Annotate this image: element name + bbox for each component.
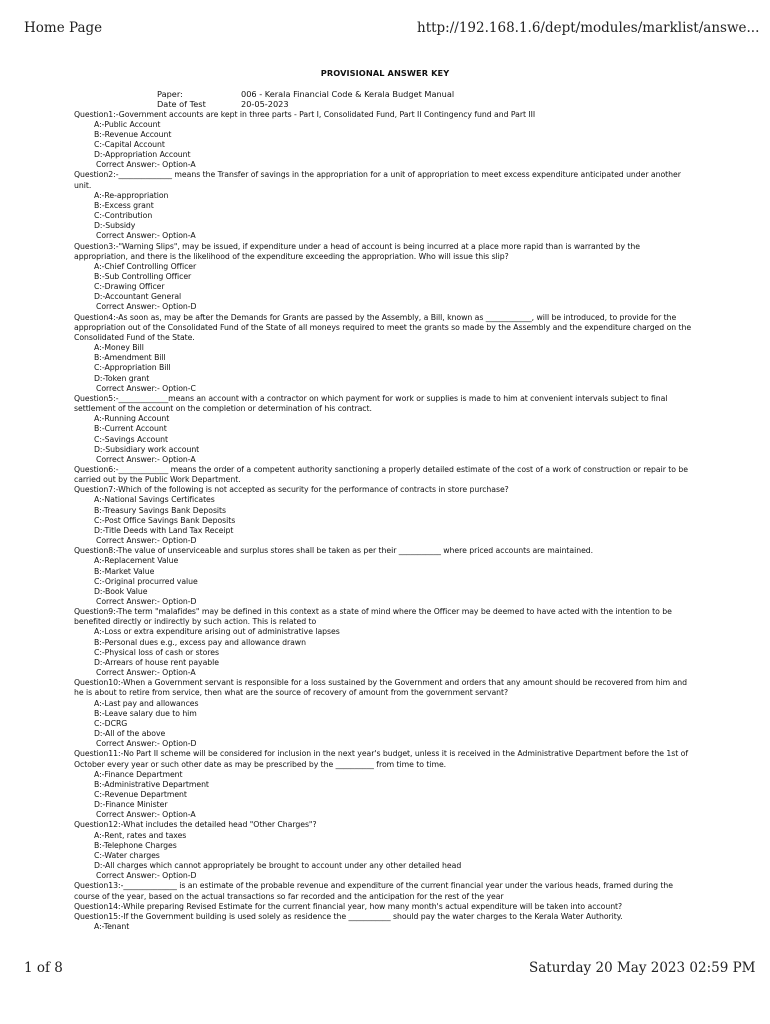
answer-option: D:-Finance Minister — [94, 800, 168, 810]
correct-answer: Correct Answer:- Option-D — [96, 871, 197, 881]
correct-answer: Correct Answer:- Option-D — [96, 536, 197, 546]
question-text: Question3:-"Warning Slips", may be issued, if expenditure under a head of account is being incurred at a place more rapid than is warranted by the appropriation, and there is the likelihood of the expenditure exceeding the appropriation. Who will issue this slip? — [74, 241, 640, 261]
answer-option: A:-Rent, rates and taxes — [94, 830, 187, 840]
answer-option: D:-Title Deeds with Land Tax Receipt — [94, 525, 234, 535]
question-text: Question14:-While preparing Revised Estimate for the current financial year, how many month's actual expenditure will be taken into account? — [74, 901, 623, 911]
question-block — [74, 170, 694, 241]
question-block — [74, 394, 694, 465]
answer-option: A:-Chief Controlling Officer — [94, 261, 197, 271]
question-block — [74, 678, 694, 749]
answer-option: B:-Treasury Savings Bank Deposits — [94, 505, 227, 515]
correct-answer: Correct Answer:- Option-A — [96, 454, 196, 464]
answer-option: B:-Amendment Bill — [94, 353, 166, 363]
question-text: Question2:-______________ means the Transfer of savings in the appropriation for a unit of appropriation to meet excess expenditure anticipated under another unit. — [74, 170, 681, 190]
answer-option: A:-Tenant — [94, 922, 130, 931]
paper-value: 006 - Kerala Financial Code & Kerala Budget Manual — [241, 89, 455, 99]
question-block — [74, 607, 694, 678]
answer-option: C:-Capital Account — [94, 139, 165, 149]
answer-option: D:-Book Value — [94, 586, 148, 596]
question-block — [74, 465, 694, 485]
question-text: Question4:-As soon as, may be after the Demands for Grants are passed by the Assembly, a Bill, known as ____________, will be introduced, to provide for the appropriation out of the Consolidated Fund of the State of all moneys required to meet the grants so made by the Assembly and the expenditure charged on the Consolidated Fund of the State. — [74, 312, 692, 342]
answer-option: A:-National Savings Certificates — [94, 495, 215, 505]
answer-option: A:-Running Account — [94, 414, 170, 424]
question-text: Question13:-______________ is an estimate of the probable revenue and expenditure of the current financial year under the various heads, framed during the course of the year, based on the actual transactions so far recorded and the anticipation for the rest of the year — [74, 881, 673, 901]
answer-option: B:-Revenue Account — [94, 129, 172, 139]
question-block — [74, 881, 694, 901]
answer-option: B:-Personal dues e.g., excess pay and allowance drawn — [94, 637, 306, 647]
answer-option: A:-Finance Department — [94, 769, 183, 779]
answer-option: C:-Physical loss of cash or stores — [94, 647, 219, 657]
question-text: Question9:-The term "malafides" may be defined in this context as a state of mind where the Officer may be deemed to have acted with the intention to be benefited directly or indirectly by such action. This is related to — [74, 607, 672, 627]
correct-answer: Correct Answer:- Option-D — [96, 597, 197, 606]
date-label: Date of Test — [157, 99, 206, 109]
answer-option: C:-DCRG — [94, 718, 128, 728]
answer-option: C:-Drawing Officer — [94, 282, 165, 292]
correct-answer: Correct Answer:- Option-A — [96, 160, 196, 170]
question-block — [74, 485, 694, 546]
answer-option: A:-Last pay and allowances — [94, 698, 199, 708]
answer-option: D:-Accountant General — [94, 292, 182, 302]
question-text: Question12:-What includes the detailed head "Other Charges"? — [74, 820, 317, 830]
question-text: Question15:-If the Government building is used solely as residence the ___________ should pay the water charges to the Kerala Water Authority. — [74, 911, 623, 921]
question-block — [74, 242, 694, 313]
answer-option: A:-Public Account — [94, 119, 161, 129]
question-block — [74, 110, 694, 171]
answer-option: C:-Appropriation Bill — [94, 363, 171, 373]
correct-answer: Correct Answer:- Option-C — [96, 383, 196, 393]
question-text: Question8:-The value of unserviceable and surplus stores shall be taken as per their ___________ where priced accounts are maintained. — [74, 546, 594, 556]
question-text: Question11:-No Part II scheme will be considered for inclusion in the next year's budget, unless it is received in the Administrative Department before the 1st of October every year or such other date as may be prescribed by the __________ from time to time. — [74, 749, 689, 769]
correct-answer: Correct Answer:- Option-D — [96, 302, 197, 312]
question-block — [74, 313, 694, 394]
question-text: Question1:-Government accounts are kept in three parts - Part I, Consolidated Fund, Part II Contingency fund and Part III — [74, 109, 536, 119]
browser-header-title: Home Page — [24, 20, 103, 36]
answer-option: B:-Current Account — [94, 424, 167, 434]
answer-option: A:-Re-appropriation — [94, 190, 169, 200]
answer-option: A:-Money Bill — [94, 343, 144, 353]
paper-label: Paper: — [157, 89, 183, 99]
answer-option: D:-All of the above — [94, 729, 166, 739]
answer-option: C:-Post Office Savings Bank Deposits — [94, 515, 236, 525]
answer-option: B:-Sub Controlling Officer — [94, 272, 192, 281]
question-text: Question7:-Which of the following is not accepted as security for the performance of contracts in store purchase? — [74, 485, 509, 495]
paper-row — [157, 89, 454, 99]
print-timestamp: Saturday 20 May 2023 02:59 PM — [529, 960, 756, 976]
correct-answer: Correct Answer:- Option-D — [96, 739, 197, 749]
answer-option: C:-Revenue Department — [94, 789, 187, 799]
question-block — [74, 546, 694, 607]
question-text: Question6:-_____________ means the order of a competent authority sanctioning a properly detailed estimate of the cost of a work of construction or repair to be carried out by the Public Work Department. — [74, 464, 688, 485]
answer-option: C:-Contribution — [94, 211, 153, 221]
answer-option: B:-Excess grant — [94, 200, 154, 210]
answer-option: D:-Arrears of house rent payable — [94, 657, 219, 667]
question-block — [74, 912, 694, 932]
question-text: Question10:-When a Government servant is responsible for a loss sustained by the Government and orders that any amount should be recovered from him and he is about to retire from service, then what are the source of recovery of amount from the government servant? — [74, 678, 688, 698]
date-value: 20-05-2023 — [241, 99, 289, 109]
answer-option: C:-Water charges — [94, 850, 160, 860]
answer-option: C:-Savings Account — [94, 434, 168, 444]
answer-option: C:-Original procurred value — [94, 576, 198, 586]
answer-option: A:-Replacement Value — [94, 556, 179, 566]
answer-option: B:-Leave salary due to him — [94, 708, 197, 718]
answer-option: D:-Subsidy — [94, 221, 136, 231]
page-counter: 1 of 8 — [24, 960, 63, 976]
answer-option: D:-All charges which cannot appropriately be brought to account under any other detailed head — [94, 861, 462, 871]
answer-option: B:-Market Value — [94, 566, 155, 576]
answer-option: D:-Subsidiary work account — [94, 444, 200, 454]
question-block — [74, 902, 694, 912]
question-block — [74, 749, 694, 820]
question-block — [74, 820, 694, 881]
answer-option: D:-Token grant — [94, 373, 150, 383]
answer-option: A:-Loss or extra expenditure arising out of administrative lapses — [94, 627, 340, 637]
question-text: Question5:-_____________means an account with a contractor on which payment for work or supplies is made to him at convenient intervals subject to final settlement of the account on the completion or determination of his contract. — [74, 393, 668, 414]
browser-header-url: http://192.168.1.6/dept/modules/marklist/answe... — [417, 20, 760, 36]
date-row — [157, 99, 289, 109]
answer-option: D:-Appropriation Account — [94, 150, 191, 160]
answer-option: B:-Administrative Department — [94, 779, 209, 789]
correct-answer: Correct Answer:- Option-A — [96, 231, 196, 241]
correct-answer: Correct Answer:- Option-A — [96, 810, 196, 820]
correct-answer: Correct Answer:- Option-A — [96, 668, 196, 678]
answer-option: B:-Telephone Charges — [94, 840, 177, 850]
document-title: PROVISIONAL ANSWER KEY — [320, 68, 450, 78]
question-list — [74, 110, 694, 933]
